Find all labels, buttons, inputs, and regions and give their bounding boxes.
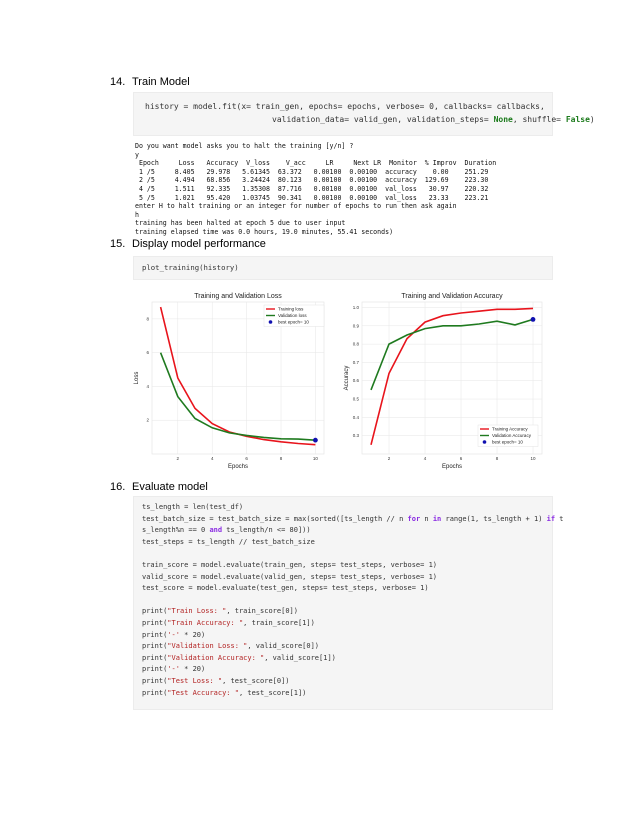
output-line: Do you want model asks you to halt the training [y/n] ?: [135, 142, 354, 150]
accuracy-chart: [336, 288, 550, 470]
code-line: print("Train Accuracy: ", train_score[1]): [142, 619, 315, 627]
x-tick-label: 10: [312, 456, 318, 461]
y-tick-label: 4: [146, 383, 149, 389]
x-axis-label: Epochs: [441, 464, 463, 470]
code-line: print("Test Accuracy: ", test_score[1]): [142, 688, 307, 697]
code-line: test_steps = ts_length // test_batch_size: [142, 537, 315, 546]
section-number: 14.: [110, 76, 126, 88]
legend-label: Validation Accuracy: [492, 433, 531, 438]
code-line: train_score = model.evaluate(train_gen, steps= test_steps, verbose= 1): [142, 561, 438, 569]
output-line: y: [135, 150, 139, 159]
y-tick-label: 0.7: [352, 359, 359, 365]
best-epoch-point: [531, 317, 536, 322]
y-axis-label: Loss: [134, 371, 140, 385]
section-heading-train: [110, 76, 190, 88]
legend-label: best epoch= 10: [278, 319, 309, 325]
output-line: Epoch Loss Accuracy V_loss V_acc LR Next LR Monitor % Improv Duration: [135, 159, 497, 168]
section-number: 15.: [110, 238, 126, 250]
x-tick-label: 8: [279, 456, 283, 461]
y-tick-label: 6: [146, 350, 149, 356]
x-tick-label: 6: [459, 456, 463, 461]
code-line: plot_training(history): [142, 263, 239, 272]
code-line: ts_length = len(test_df): [142, 503, 244, 511]
chart-title: Training and Validation Accuracy: [401, 293, 503, 300]
output-line: 4 /5 1.511 92.335 1.35308 87.716 0.00100 0.00100 val_loss 30.97 220.32: [135, 185, 489, 193]
x-tick-label: 4: [423, 456, 427, 461]
code-line: print("Test Loss: ", test_score[0]): [142, 677, 290, 685]
section-heading-evaluate: [110, 481, 208, 493]
x-tick-label: 10: [530, 456, 536, 461]
output-line: training elapsed time was 0.0 hours, 19.0 minutes, 55.41 seconds): [135, 228, 394, 236]
code-line: s_length%n == 0 and ts_length/n <= 80])): [142, 526, 311, 535]
x-tick-label: 2: [176, 456, 180, 461]
code-line: print('-' * 20): [142, 630, 206, 639]
legend-swatch: [483, 440, 487, 444]
section-title: Train Model: [132, 76, 190, 88]
section-number: 16.: [110, 481, 126, 493]
section-heading-display: [110, 238, 266, 250]
code-cell-display[interactable]: [133, 256, 553, 280]
output-line: h: [135, 210, 139, 219]
code-line: validation_data= valid_gen, validation_steps= None, shuffle= False): [272, 115, 595, 124]
y-tick-label: 1.0: [352, 304, 359, 310]
x-tick-label: 4: [210, 456, 214, 461]
code-line: print('-' * 20): [142, 665, 206, 674]
y-tick-label: 8: [146, 316, 149, 322]
output-line: 5 /5 1.021 95.420 1.03745 90.341 0.00100 0.00100 val_loss 23.33 223.21: [135, 193, 489, 202]
legend-label: best epoch= 10: [492, 439, 523, 445]
y-tick-label: 0.5: [352, 396, 359, 402]
y-tick-label: 2: [146, 417, 149, 423]
best-epoch-point: [313, 438, 318, 443]
code-line: print("Validation Loss: ", valid_score[0]): [142, 642, 320, 651]
code-line: test_batch_size = test_batch_size = max(sorted([ts_length // n for n in range(1, ts_length + 1) if t: [142, 514, 564, 523]
code-cell-train[interactable]: [133, 92, 595, 136]
code-line: test_score = model.evaluate(test_gen, steps= test_steps, verbose= 1): [142, 584, 429, 593]
x-tick-label: 2: [387, 456, 391, 461]
y-tick-label: 0.8: [352, 341, 359, 347]
legend-label: Validation loss: [278, 313, 307, 318]
legend-label: Training loss: [278, 306, 304, 312]
code-line: print("Train Loss: ", train_score[0]): [142, 607, 298, 616]
output-line: enter H to halt training or an integer for number of epochs to run then ask again: [135, 202, 457, 211]
chart-title: Training and Validation Loss: [194, 293, 282, 300]
section-title: Display model performance: [132, 238, 266, 250]
x-tick-label: 6: [245, 456, 248, 461]
x-tick-label: 8: [495, 456, 499, 461]
legend-label: Training Accuracy: [492, 426, 528, 432]
code-line: print("Validation Accuracy: ", valid_score[1]): [142, 653, 336, 662]
y-axis-label: Accuracy: [344, 365, 350, 391]
legend-swatch: [269, 320, 273, 324]
x-axis-label: Epochs: [227, 464, 249, 470]
code-line: history = model.fit(x= train_gen, epochs= epochs, verbose= 0, callbacks= callbacks,: [145, 102, 545, 111]
code-cell-evaluate[interactable]: [133, 496, 564, 710]
output-line: 2 /5 4.494 68.856 3.24424 80.123 0.00100 0.00100 accuracy 129.69 223.30: [135, 176, 489, 185]
y-tick-label: 0.4: [352, 414, 359, 420]
y-tick-label: 0.9: [352, 323, 359, 329]
y-tick-label: 0.3: [352, 433, 359, 439]
output-line: training has been halted at epoch 5 due to user input: [135, 219, 346, 228]
code-line: valid_score = model.evaluate(valid_gen, steps= test_steps, verbose= 1): [142, 572, 438, 581]
loss-chart: [118, 288, 333, 470]
output-line: 1 /5 8.405 29.978 5.61345 63.372 0.00100 0.00100 accuracy 0.00 251.29: [135, 167, 489, 176]
section-title: Evaluate model: [132, 481, 208, 493]
y-tick-label: 0.6: [352, 378, 359, 384]
